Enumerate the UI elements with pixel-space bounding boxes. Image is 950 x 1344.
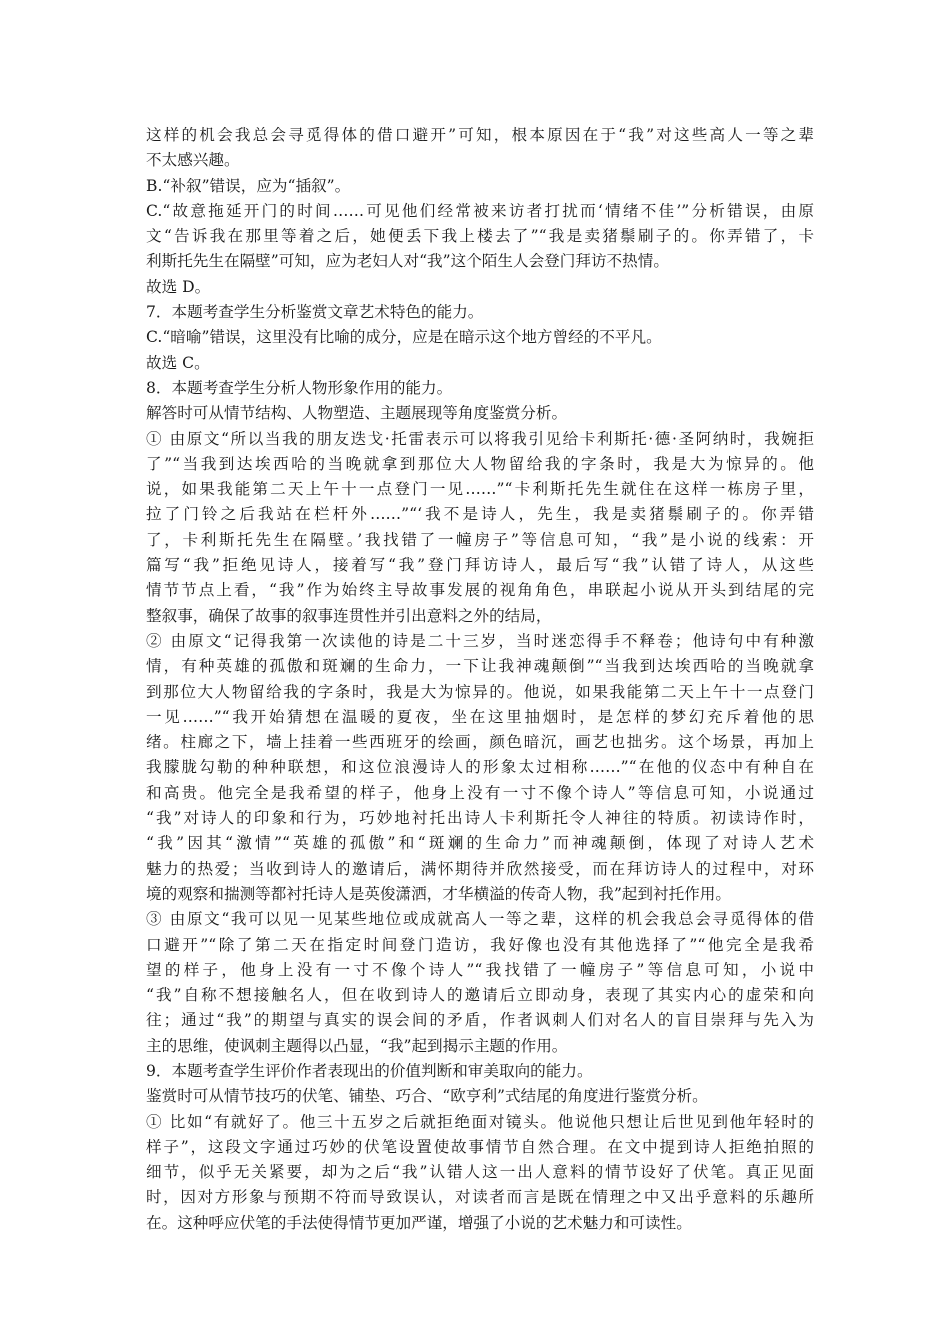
text-line: 和高贵。他完全是我希望的样子，他身上没有一寸不像个诗人”等信息可知，小说通过 — [146, 783, 814, 802]
text-line: 故选 C。 — [146, 353, 210, 372]
text-line: 这样的机会我总会寻觅得体的借口避开”可知，根本原因在于“我”对这些高人一等之辈 — [146, 126, 814, 144]
text-line: 解答时可从情节结构、人物塑造、主题展现等角度鉴赏分析。 — [146, 404, 568, 423]
text-line: 魅力的热爱；当收到诗人的邀请后，满怀期待并欣然接受，而在拜访诗人的过程中，对环 — [146, 859, 814, 878]
text-line: 在。这种呼应伏笔的手法使得情节更加严谨，增强了小说的艺术魅力和可读性。 — [146, 1213, 692, 1232]
text-line: 8．本题考查学生分析人物形象作用的能力。 — [146, 378, 453, 397]
text-line: 一见……”“我开始猜想在温暖的夏夜，坐在这里抽烟时，是怎样的梦幻充斥着他的思 — [146, 707, 814, 726]
text-line: ① 由原文“所以当我的朋友迭戈·托雷表示可以将我引见给卡利斯托·德·圣阿纳时，我婉拒 — [146, 429, 814, 448]
text-line: 篇写“我”拒绝见诗人，接着写“我”登门拜访诗人，最后写“我”认错了诗人，从这些 — [146, 556, 814, 575]
text-line: ③ 由原文“我可以见一见某些地位或成就高人一等之辈，这样的机会我总会寻觅得体的借 — [146, 910, 814, 929]
text-line: 了，卡利斯托先生在隔壁。’我找错了一幢房子”等信息可知，“我”是小说的线索：开 — [146, 530, 814, 549]
text-line: 情，有种英雄的孤傲和斑斓的生命力，一下让我神魂颠倒”“当我到达埃西哈的当晚就拿 — [146, 657, 814, 676]
text-line: 故选 D。 — [146, 277, 211, 296]
text-line: 7．本题考查学生分析鉴赏文章艺术特色的能力。 — [146, 303, 484, 322]
text-line: 我朦胧勾勒的种种联想，和这位浪漫诗人的形象太过相称……”“在他的仪态中有种自在 — [146, 758, 814, 777]
text-line: 鉴赏时可从情节技巧的伏笔、铺垫、巧合、“欧亨利”式结尾的角度进行鉴赏分析。 — [146, 1087, 708, 1106]
text-line: 利斯托先生在隔壁”可知，应为老妇人对“我”这个陌生人会登门拜访不热情。 — [146, 252, 669, 271]
text-line: 不太感兴趣。 — [146, 151, 240, 170]
text-line: 主的思维，使讽刺主题得以凸显，“我”起到揭示主题的作用。 — [146, 1036, 568, 1055]
text-line: 整叙事，确保了故事的叙事连贯性并引出意料之外的结局， — [146, 606, 552, 625]
text-line: C.“暗喻”错误，这里没有比喻的成分，应是在暗示这个地方曾经的不平凡。 — [146, 328, 662, 347]
text-line: ① 比如“有就好了。他三十五岁之后就拒绝面对镜头。他说他只想让后世见到他年轻时的 — [146, 1112, 814, 1131]
text-line: “我”因其“激情”“英雄的孤傲”和“斑斓的生命力”而神魂颠倒，体现了对诗人艺术 — [146, 834, 814, 853]
text-line: 文“告诉我在那里等着之后，她便丢下我上楼去了”“我是卖猪鬃刷子的。你弄错了，卡 — [146, 227, 814, 246]
text-line: 口避开”“除了第二天在指定时间登门造访，我好像也没有其他选择了”“他完全是我希 — [146, 935, 814, 954]
text-line: “我”自称不想接触名人，但在收到诗人的邀请后立即动身，表现了其实内心的虚荣和向 — [146, 986, 814, 1005]
text-line: 了”“当我到达埃西哈的当晚就拿到那位大人物留给我的字条时，我是大为惊异的。他 — [146, 454, 814, 473]
text-line: 绪。柱廊之下，墙上挂着一些西班牙的绘画，颜色暗沉，画艺也拙劣。这个场景，再加上 — [146, 733, 814, 752]
text-line: “我”对诗人的印象和行为，巧妙地衬托出诗人卡利斯托令人神往的特质。初读诗作时， — [146, 809, 814, 828]
text-line: 境的观察和揣测等都衬托诗人是英俊潇洒，才华横溢的传奇人物，我”起到衬托作用。 — [146, 884, 731, 903]
text-line: 说，如果我能第二天上午十一点登门一见……”“卡利斯托先生就住在这样一栋房子里， — [146, 480, 814, 499]
text-line: 往；通过“我”的期望与真实的误会间的矛盾，作者讽刺人们对名人的盲目崇拜与先入为 — [146, 1011, 814, 1030]
text-line: 样子”，这段文字通过巧妙的伏笔设置使故事情节自然合理。在文中提到诗人拒绝拍照的 — [146, 1137, 814, 1156]
text-line: ② 由原文“记得我第一次读他的诗是二十三岁，当时迷恋得手不释卷；他诗句中有种激 — [146, 631, 814, 650]
text-line: 情节节点上看，“我”作为始终主导故事发展的视角角色，串联起小说从开头到结尾的完 — [146, 581, 814, 600]
text-line: 细节，似乎无关紧要，却为之后“我”认错人这一出人意料的情节设好了伏笔。真正见面 — [146, 1163, 814, 1182]
text-line: 到那位大人物留给我的字条时，我是大为惊异的。他说，如果我能第二天上午十一点登门 — [146, 682, 814, 701]
text-line: B.“补叙”错误，应为“插叙”。 — [146, 176, 351, 195]
document-body — [146, 123, 814, 1236]
text-line: 9．本题考查学生评价作者表现出的价值判断和审美取向的能力。 — [146, 1061, 593, 1080]
text-line: C.“故意拖延开门的时间……可见他们经常被来访者打扰而‘情绪不佳’”分析错误，由原 — [146, 201, 814, 220]
text-line: 时，因对方形象与预期不符而导致误认，对读者而言是既在情理之中又出乎意料的乐趣所 — [146, 1188, 814, 1207]
text-line: 望的样子，他身上没有一寸不像个诗人”“我找错了一幢房子”等信息可知，小说中 — [146, 960, 814, 979]
text-line: 拉了门铃之后我站在栏杆外……”“‘我不是诗人，先生，我是卖猪鬃刷子的。你弄错 — [146, 505, 814, 524]
